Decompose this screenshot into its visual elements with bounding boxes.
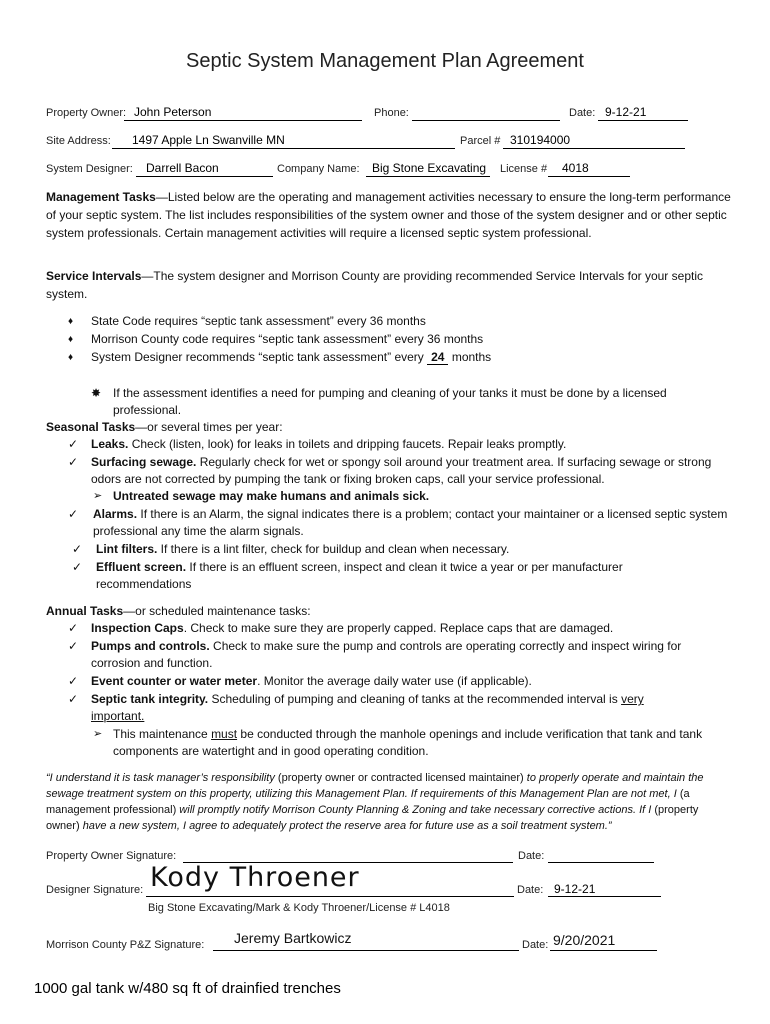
service-bullet-3-post: months [448,350,492,364]
annual-item-text: Scheduling of pumping and cleaning of tanks at the recommended interval is [208,692,622,706]
manhole-note-post: be conducted through the manhole openings and include verification that tank and tank components are watertight and in good operating condition. [113,727,703,758]
arrow-bullet-icon: ➢ [93,490,103,502]
county-date-line [550,950,657,951]
seasonal-item [96,559,696,593]
annual-item-text: . Check to make sure they are properly capped. Replace caps that are damaged. [183,621,614,635]
annual-heading: Annual Tasks [46,604,124,618]
owner-date-line [548,862,654,863]
license-underline [548,176,630,177]
date-value: 9-12-21 [605,105,647,119]
parcel-underline [503,148,685,149]
statement-part: will promptly notify Morrison County Planning & Zoning and take necessary corrective actions. If I [176,804,652,816]
annual-item-label: Inspection Caps [91,621,184,635]
owner-underline [124,120,362,121]
star-bullet-icon: ✸ [91,386,102,400]
designer-label: System Designer: [46,163,133,175]
management-heading: Management Tasks [46,190,156,204]
checkmark-icon: ✓ [68,455,79,469]
license-label: License # [500,163,548,175]
service-paragraph [46,267,736,303]
seasonal-heading-line [46,419,283,436]
company-underline [366,176,490,177]
checkmark-icon: ✓ [68,692,79,706]
annual-item-label: Septic tank integrity. [91,692,209,706]
designer-signature: Kody Throener [150,862,360,893]
designer-signature-line [146,896,514,897]
diamond-bullet-icon: ♦ [68,334,74,345]
annual-item [91,620,613,637]
statement-part: (property owner or contracted licensed maintainer) [274,772,527,784]
seasonal-item-text: Check (listen, look) for leaks in toilets and dripping faucets. Repair leaks promptly. [128,437,567,451]
county-signature-line [213,950,519,951]
management-paragraph [46,188,736,242]
manhole-note-emphasis: must [211,727,238,741]
site-value: 1497 Apple Ln Swanville MN [132,133,285,147]
designer-date-label: Date: [517,884,544,896]
statement-part: “I understand it is task manager’s responsibility [46,772,275,784]
checkmark-icon: ✓ [68,507,79,521]
annual-heading-line [46,603,311,620]
parcel-label: Parcel # [460,135,501,147]
designer-value: Darrell Bacon [146,161,219,175]
seasonal-item [93,506,733,540]
parcel-value: 310194000 [510,133,571,147]
date-underline [598,120,688,121]
arrow-bullet-icon: ➢ [93,728,103,740]
designer-signature-label: Designer Signature: [46,884,144,896]
date-label: Date: [569,107,596,119]
footer-note: 1000 gal tank w/480 sq ft of drainfied trenches [34,980,341,997]
county-signature-label: Morrison County P&Z Signature: [46,939,205,951]
annual-item-text: . Monitor the average daily water use (if applicable). [257,674,532,688]
diamond-bullet-icon: ♦ [68,316,74,327]
seasonal-item-label: Surfacing sewage. [91,455,197,469]
seasonal-item-label: Lint filters. [96,542,158,556]
phone-underline [412,120,560,121]
annual-item [91,691,691,725]
seasonal-item-text: If there is a lint filter, check for buildup and clean when necessary. [157,542,510,556]
annual-item-label: Event counter or water meter [91,674,258,688]
county-date-value: 9/20/2021 [553,932,616,948]
owner-label: Property Owner: [46,107,127,119]
site-underline [112,148,455,149]
designer-underline [136,176,273,177]
annual-item [91,673,532,690]
service-text: —The system designer and Morrison County are providing recommended Service Intervals for your septic system. [46,269,703,301]
statement-part: to properly operate and maintain the sewage treatment system on this property, utilizing this Management Plan. If requirements of this Management Plan are not met, I [46,772,704,800]
seasonal-item-text: Regularly check for wet or spongy soil around your treatment area. If surfacing sewage or strong odors are not corrected by pumping the tank or fixing broken caps, call your service professional. [91,455,712,486]
seasonal-item-text: If there is an effluent screen, inspect and clean it twice a year or per manufacturer recommendations [96,560,623,591]
statement-part: (a management professional) [46,788,690,816]
site-label: Site Address: [46,135,111,147]
seasonal-item [91,436,731,453]
management-text: —Listed below are the operating and management activities necessary to ensure the long-term performance of your septic system. The list includes responsibilities of the system owner and those of the system designer and or other septic system professionals. Certain management activities will require a licensed septic system professional. [46,190,731,240]
service-bullet-3-pre: System Designer recommends “septic tank assessment” every [91,350,428,364]
seasonal-item-label: Alarms. [93,507,138,521]
license-value: 4018 [562,161,589,175]
checkmark-icon: ✓ [72,542,83,556]
seasonal-item [91,454,716,488]
company-value: Big Stone Excavating [372,161,487,175]
seasonal-item-text: If there is an Alarm, the signal indicates there is a problem; contact your maintainer or a licensed septic system professional any time the alarm signals. [93,507,728,538]
company-label: Company Name: [277,163,360,175]
service-heading: Service Intervals [46,269,142,283]
statement-part: (property owner) [46,804,699,832]
manhole-note [113,726,723,760]
owner-signature-label: Property Owner Signature: [46,850,177,862]
designer-caption: Big Stone Excavating/Mark & Kody Throener/License # L4018 [148,902,450,914]
seasonal-item [96,541,509,558]
checkmark-icon: ✓ [68,621,79,635]
annual-item-text: Check to make sure the pump and controls are operating correctly and inspect wiring for corrosion and function. [91,639,682,670]
service-bullet-1: State Code requires “septic tank assessment” every 36 months [91,314,426,328]
service-interval-value: 24 [427,350,448,365]
annual-item-label: Pumps and controls. [91,639,210,653]
checkmark-icon: ✓ [68,674,79,688]
annual-suffix: —or scheduled maintenance tasks: [123,604,311,618]
statement-part: have a new system, I agree to adequately protect the reserve area for future use as a soil treatment system.” [82,820,612,832]
designer-date-value: 9-12-21 [554,882,596,896]
responsibility-statement [46,770,726,834]
owner-date-label: Date: [518,850,545,862]
annual-item [91,638,721,672]
county-date-label: Date: [522,939,549,951]
phone-label: Phone: [374,107,409,119]
diamond-bullet-icon: ♦ [68,352,74,363]
document-title: Septic System Management Plan Agreement [186,50,584,72]
seasonal-item-label: Leaks. [91,437,129,451]
county-signature: Jeremy Bartkowicz [234,930,352,946]
annual-item-emphasis: very important. [91,692,644,723]
service-note: If the assessment identifies a need for pumping and cleaning of your tanks it must be done by a licensed professional. [113,386,667,417]
manhole-note-pre: This maintenance [113,727,212,741]
owner-value: John Peterson [134,105,212,119]
checkmark-icon: ✓ [72,560,83,574]
checkmark-icon: ✓ [68,639,79,653]
seasonal-heading: Seasonal Tasks [46,420,136,434]
service-bullet-3 [91,349,491,366]
seasonal-item-label: Effluent screen. [96,560,187,574]
checkmark-icon: ✓ [68,437,79,451]
service-bullet-2: Morrison County code requires “septic tank assessment” every 36 months [91,332,484,346]
sewage-warning: Untreated sewage may make humans and animals sick. [113,489,430,503]
seasonal-suffix: —or several times per year: [135,420,283,434]
designer-date-line [548,896,661,897]
